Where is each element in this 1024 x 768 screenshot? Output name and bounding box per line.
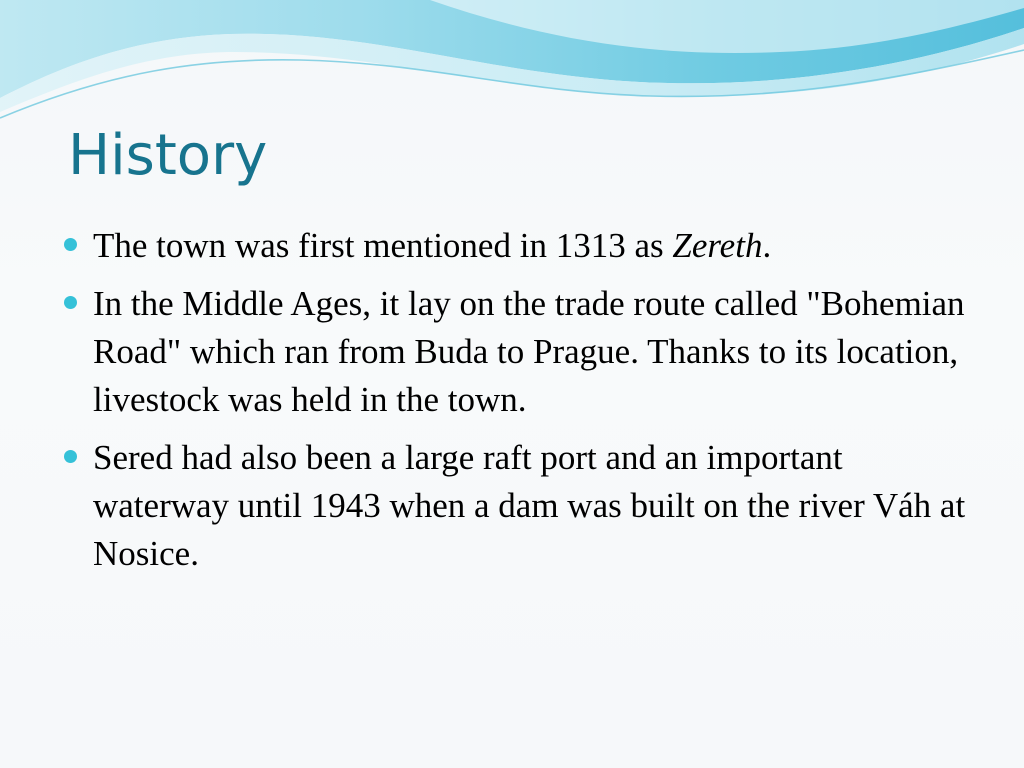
bullet-dot-icon xyxy=(64,238,77,251)
bullet-text-emphasis: Zereth xyxy=(672,226,763,265)
bullet-text-end: . xyxy=(762,226,772,265)
bullet-text: In the Middle Ages, it lay on the trade route called "Bohemian Road" which ran from Buda to Prague. Thanks to its location, livestock was held in the town. xyxy=(93,284,965,419)
slide-title: History xyxy=(68,123,268,188)
bullet-text: The town was first mentioned in 1313 as xyxy=(93,226,673,265)
bullet-dot-icon xyxy=(64,450,77,463)
decorative-wave-header xyxy=(0,0,1024,130)
bullet-dot-icon xyxy=(64,296,77,309)
bullet-list xyxy=(62,222,982,588)
bullet-item xyxy=(62,434,982,578)
bullet-text: Sered had also been a large raft port and an important waterway until 1943 when a dam was built on the river Váh at Nosice. xyxy=(93,438,966,573)
bullet-item xyxy=(62,222,982,270)
bullet-item xyxy=(62,280,982,424)
